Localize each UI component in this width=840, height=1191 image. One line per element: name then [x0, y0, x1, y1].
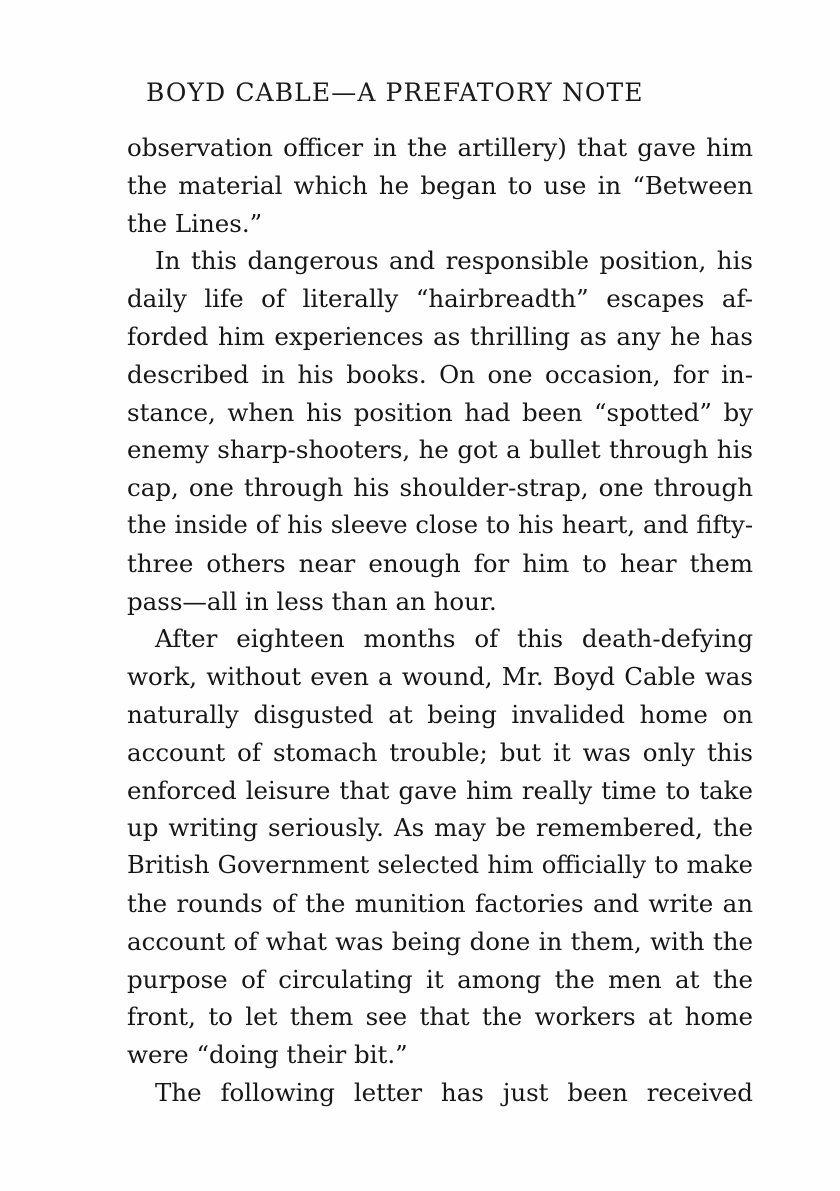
paragraph-first-line: In this dangerous and responsible position, his: [155, 246, 753, 276]
text-line: purpose of circulating it among the men at the: [127, 964, 753, 994]
text-line: front, to let them see that the workers at home: [127, 1002, 753, 1032]
text-line: enemy sharp-shooters, he got a bullet through his: [127, 435, 753, 465]
text-line: up writing seriously. As may be remembered, the: [127, 813, 753, 843]
text-line: forded him experiences as thrilling as any he has: [127, 321, 753, 351]
text-line: the Lines.”: [127, 208, 263, 238]
body-text: [127, 129, 753, 1112]
text-line: pass—all in less than an hour.: [127, 586, 497, 616]
text-line: account of what was being done in them, with the: [127, 926, 753, 956]
text-line: work, without even a wound, Mr. Boyd Cable was: [127, 662, 753, 692]
text-line: daily life of literally “hairbreadth” escapes af-: [127, 284, 753, 314]
text-line: enforced leisure that gave him really time to take: [127, 775, 753, 805]
text-line: the material which he began to use in “Between: [127, 170, 753, 200]
text-line: stance, when his position had been “spotted” by: [127, 397, 753, 427]
text-line: British Government selected him officially to make: [127, 851, 753, 880]
text-line: three others near enough for him to hear them: [127, 548, 753, 578]
paragraph-first-line: After eighteen months of this death-defying: [155, 624, 753, 654]
text-line: were “doing their bit.”: [127, 1040, 408, 1070]
text-line: the inside of his sleeve close to his heart, and fifty-: [127, 510, 753, 539]
text-line: naturally disgusted at being invalided home on: [127, 699, 753, 729]
text-line: account of stomach trouble; but it was only this: [127, 737, 753, 767]
paragraph-first-line: The following letter has just been received: [155, 1077, 753, 1107]
text-line: cap, one through his shoulder-strap, one through: [127, 473, 753, 503]
text-line: described in his books. On one occasion, for in-: [127, 359, 753, 389]
running-header: BOYD CABLE—A PREFATORY NOTE: [146, 78, 644, 107]
text-line: the rounds of the munition factories and write an: [127, 888, 753, 918]
text-line: observation officer in the artillery) that gave him: [127, 133, 753, 162]
